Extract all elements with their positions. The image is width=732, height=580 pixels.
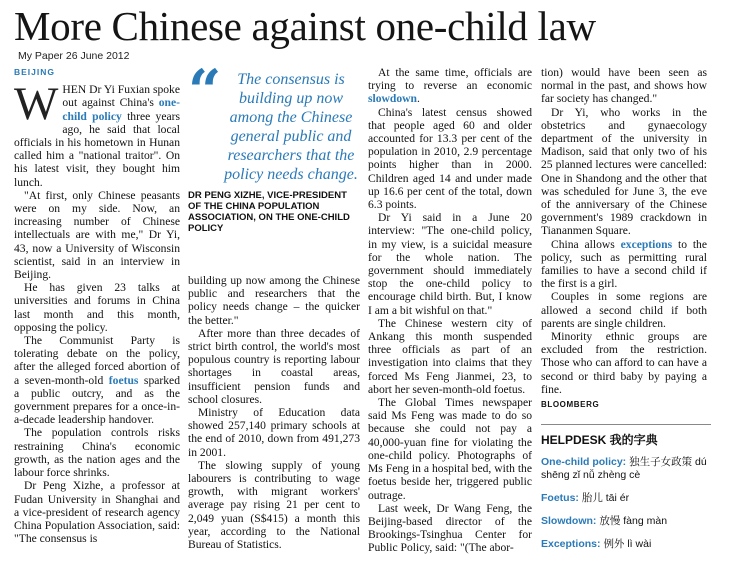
paragraph: [14, 479, 180, 545]
quote-mark-icon: “: [188, 57, 222, 125]
keyword: slowdown: [368, 92, 417, 106]
paragraph-text: The Communist Party is tolerating debate on the policy, after the alleged forced abortion of a seven-month-old: [14, 334, 180, 387]
article-column-2: [188, 274, 360, 551]
helpdesk-entry: [541, 538, 729, 551]
article-column-3: [368, 66, 532, 555]
helpdesk-entry: [541, 492, 729, 505]
paragraph-text: three years ago, he said that local officials in his hometown in Hunan called him a "national traitor". On his latest visit, they bought him lunch.: [14, 109, 180, 189]
pull-quote: [188, 57, 360, 234]
helpdesk-entry: [541, 515, 729, 528]
helpdesk-box: [541, 431, 729, 561]
paragraph-text: The population controls risks restraining China's economic growth, as the nation ages and the labour force shrinks.: [14, 426, 180, 480]
paragraph: [368, 502, 532, 555]
keyword: one-child policy: [62, 96, 180, 123]
paragraph-text: At the same time, officials are trying to reverse an economic: [368, 66, 532, 93]
paragraph-text: Last week, Dr Wang Feng, the Beijing-based director of the Brookings-Tsinghua Center for Public Policy, said: "(The abor-: [368, 501, 532, 555]
paragraph-text: China's latest census showed that people aged 60 and older accounted for 13.3 per cent of the population in 2010, 2.9 percentage points higher than in 2000. Children aged 14 and under made up 16.6 per cent of the total, down 6.3 points.: [368, 105, 532, 212]
paragraph-text: building up now among the Chinese public and researchers that the policy needs change – the quicker the better.": [188, 274, 360, 327]
source-line: My Paper 26 June 2012: [18, 50, 130, 62]
headline: More Chinese against one-child law: [14, 3, 596, 49]
paragraph: [368, 317, 532, 396]
paragraph-text: "At first, only Chinese peasants were on my side. Now, an increasing number of Chinese intellectuals are with me," Dr Yi, 43, now a University of Wisconsin scientist, said in an interview in Beijing.: [14, 188, 180, 282]
paragraph-text: tion) would have been seen as normal in the past, and shows how far society has changed.": [541, 66, 707, 106]
paragraph: [14, 426, 180, 479]
paragraph-text: He has given 23 talks at universities and forums in China last month and this month, opposing the policy.: [14, 281, 180, 334]
paragraph: [541, 106, 707, 238]
paragraph: [188, 327, 360, 406]
paragraph: [14, 281, 180, 334]
paragraph: [14, 189, 180, 281]
paragraph-text: After more than three decades of strict birth control, the world's most populous country is reporting labour shortages in coastal areas, insufficient pension funds and school closures.: [188, 326, 360, 406]
helpdesk-divider: [541, 424, 711, 425]
drop-cap: W: [14, 78, 59, 131]
helpdesk-definition: 独生子女政策 dú shēng zǐ nǚ zhèng cè: [541, 456, 707, 481]
helpdesk-term: Foetus:: [541, 492, 579, 504]
paragraph-text: Minority ethnic groups are excluded from the restriction. Those who can afford to can have a second or third baby by paying a fine.: [541, 330, 707, 396]
article-column-4: [541, 66, 707, 411]
helpdesk-definition: 例外 lì wài: [603, 538, 652, 550]
paragraph-text: The Chinese western city of Ankang this month suspended three officials as part of an investigation into claims that they forced Ms Feng Jianmei, 23, to abort her seven-month-old foetus.: [368, 316, 532, 396]
helpdesk-term: Exceptions:: [541, 538, 601, 550]
helpdesk-term: One-child policy:: [541, 456, 627, 468]
paragraph-text: to the policy, such as permitting rural families to have a second child if the first is a girl.: [541, 237, 707, 291]
keyword: exceptions: [620, 237, 673, 251]
paragraph-text: The Global Times newspaper said Ms Feng was made to do so because she could not pay a 40,000-yuan fine for violating the one-child policy. Photographs of Ms Feng in a hospital bed, with the foetus beside her, triggered public outrage.: [368, 396, 532, 502]
paragraph-text: Dr Yi said in a June 20 interview: "The one-child policy, in my view, is a suicidal measure for the whole nation. The government should immediately stop the one-child policy to encourage child birth. But, I know I am a bit wishful on that.": [368, 211, 532, 317]
keyword: foetus: [108, 373, 139, 387]
byline: BLOOMBERG: [541, 400, 600, 410]
paragraph-text: sparked a public outcry, and as the government prepares for a once-in-a-decade leadership handover.: [14, 373, 180, 427]
helpdesk-definition: 放慢 fàng màn: [599, 515, 668, 527]
paragraph: [368, 396, 532, 502]
article-column-1: [14, 66, 180, 545]
paragraph-text: The slowing supply of young labourers is contributing to wage growth, with migrant workers' average pay rising 21 per cent to 2,049 yuan (S$415) a month this year, according to the National Bureau of Statistics.: [188, 458, 360, 552]
paragraph-text: HEN Dr Yi Fuxian spoke out against China's: [62, 83, 180, 110]
paragraph: [188, 406, 360, 459]
paragraph: [14, 334, 180, 426]
paragraph: [368, 66, 532, 106]
paragraph: [541, 330, 707, 396]
paragraph-text: Dr Peng Xizhe, a professor at Fudan University in Shanghai and a vice-president of research agency China Population Association, said: "The consensus is: [14, 479, 180, 546]
paragraph-text: Ministry of Education data showed 257,140 primary schools at the end of 2010, down from 491,273 in 2001.: [188, 406, 360, 459]
paragraph: [541, 238, 707, 291]
helpdesk-definition: 胎儿 tāi ér: [581, 492, 630, 504]
paragraph: [368, 106, 532, 212]
paragraph-text: Dr Yi, who works in the obstetrics and gynaecology department of the university in Madison, said that only two of his 25 planned lectures were cancelled: One in Shandong and the other that was scheduled for June 3, the eve of the anniversary of the Chinese government's 1989 crackdown in Tiananmen Square.: [541, 105, 707, 238]
helpdesk-entry: [541, 456, 729, 482]
paragraph: [368, 211, 532, 317]
helpdesk-term: Slowdown:: [541, 515, 597, 527]
pull-quote-attribution: DR PENG XIZHE, VICE-PRESIDENT OF THE CHINA POPULATION ASSOCIATION, ON THE ONE-CHILD POLICY: [188, 190, 350, 234]
paragraph: [188, 274, 360, 327]
dateline: BEIJING: [14, 67, 56, 77]
paragraph: [188, 459, 360, 551]
paragraph-text: .: [416, 92, 420, 106]
paragraph-text: China allows: [551, 237, 621, 251]
paragraph: [541, 66, 707, 106]
helpdesk-title: HELPDESK 我的字典: [541, 433, 658, 447]
paragraph: [541, 290, 707, 330]
pull-quote-text: The consensus is building up now among the Chinese general public and researchers that the policy needs change.: [224, 71, 358, 183]
paragraph-text: Couples in some regions are allowed a second child if both parents are single children.: [541, 290, 707, 330]
